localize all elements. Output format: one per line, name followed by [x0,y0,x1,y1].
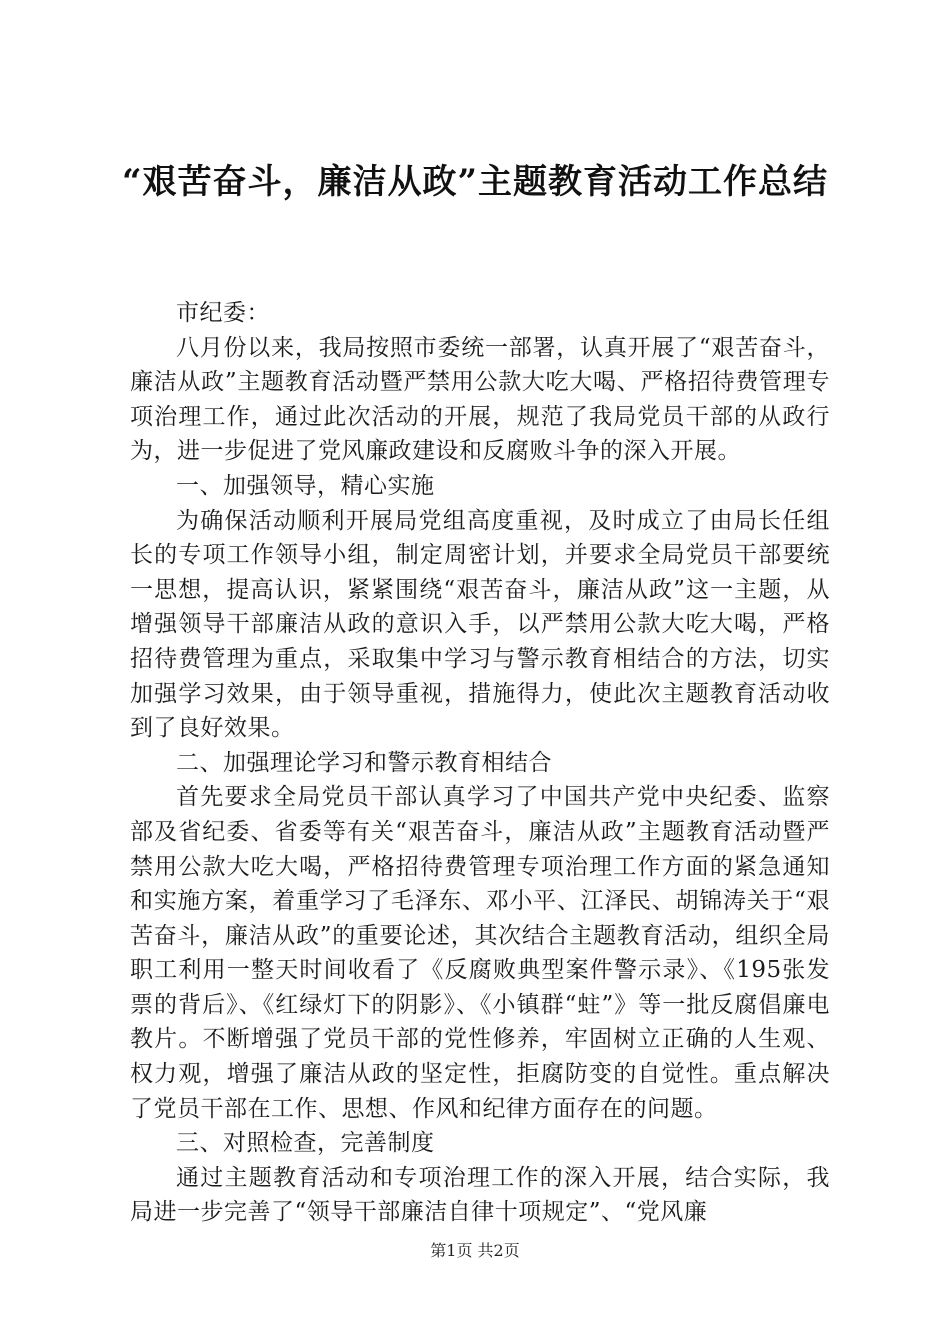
intro-paragraph: 八月份以来，我局按照市委统一部署，认真开展了“艰苦奋斗，廉洁从政”主题教育活动暨严禁用公款大吃大喝、严格招待费管理专项治理工作，通过此次活动的开展，规范了我局党员干部的从政行为，进一步促进了党风廉政建设和反腐败斗争的深入开展。 [130,334,830,465]
section-heading-1: 一、加强领导，精心实施 [176,472,435,499]
salutation: 市纪委： [176,300,270,326]
section-heading-3: 三、对照检查，完善制度 [176,1130,435,1157]
section-3-paragraph: 通过主题教育活动和专项治理工作的深入开展，结合实际，我局进一步完善了“领导干部廉洁自律十项规定”、“党风廉 [130,1164,830,1226]
document-body [130,296,830,1230]
section-1-paragraph: 为确保活动顺利开展局党组高度重视，及时成立了由局长任组长的专项工作领导小组，制定周密计划，并要求全局党员干部要统一思想，提高认识，紧紧围绕“艰苦奋斗，廉洁从政”这一主题，从增强领导干部廉洁从政的意识入手，以严禁用公款大吃大喝，严格招待费管理为重点，采取集中学习与警示教育相结合的方法，切实加强学习效果，由于领导重视，措施得力，使此次主题教育活动收到了良好效果。 [130,507,830,742]
section-2-paragraph: 首先要求全局党员干部认真学习了中国共产党中央纪委、监察部及省纪委、省委等有关“艰苦奋斗，廉洁从政”主题教育活动暨严禁用公款大吃大喝，严格招待费管理专项治理工作方面的紧急通知和实施方案，着重学习了毛泽东、邓小平、江泽民、胡锦涛关于“艰苦奋斗，廉洁从政”的重要论述，其次结合主题教育活动，组织全局职工利用一整天时间收看了《反腐败典型案件警示录》、《195张发票的背后》、《红绿灯下的阴影》、《小镇群“蛀”》等一批反腐倡廉电教片。不断增强了党员干部的党性修养，牢固树立正确的人生观、权力观，增强了廉洁从政的坚定性，拒腐防变的自觉性。重点解决了党员干部在工作、思想、作风和纪律方面存在的问题。 [130,784,830,1122]
section-heading-2: 二、加强理论学习和警示教育相结合 [176,749,552,776]
page-footer: 第1页 共2页 [430,1241,520,1260]
document-title: “艰苦奋斗，廉洁从政”主题教育活动工作总结 [121,162,829,202]
